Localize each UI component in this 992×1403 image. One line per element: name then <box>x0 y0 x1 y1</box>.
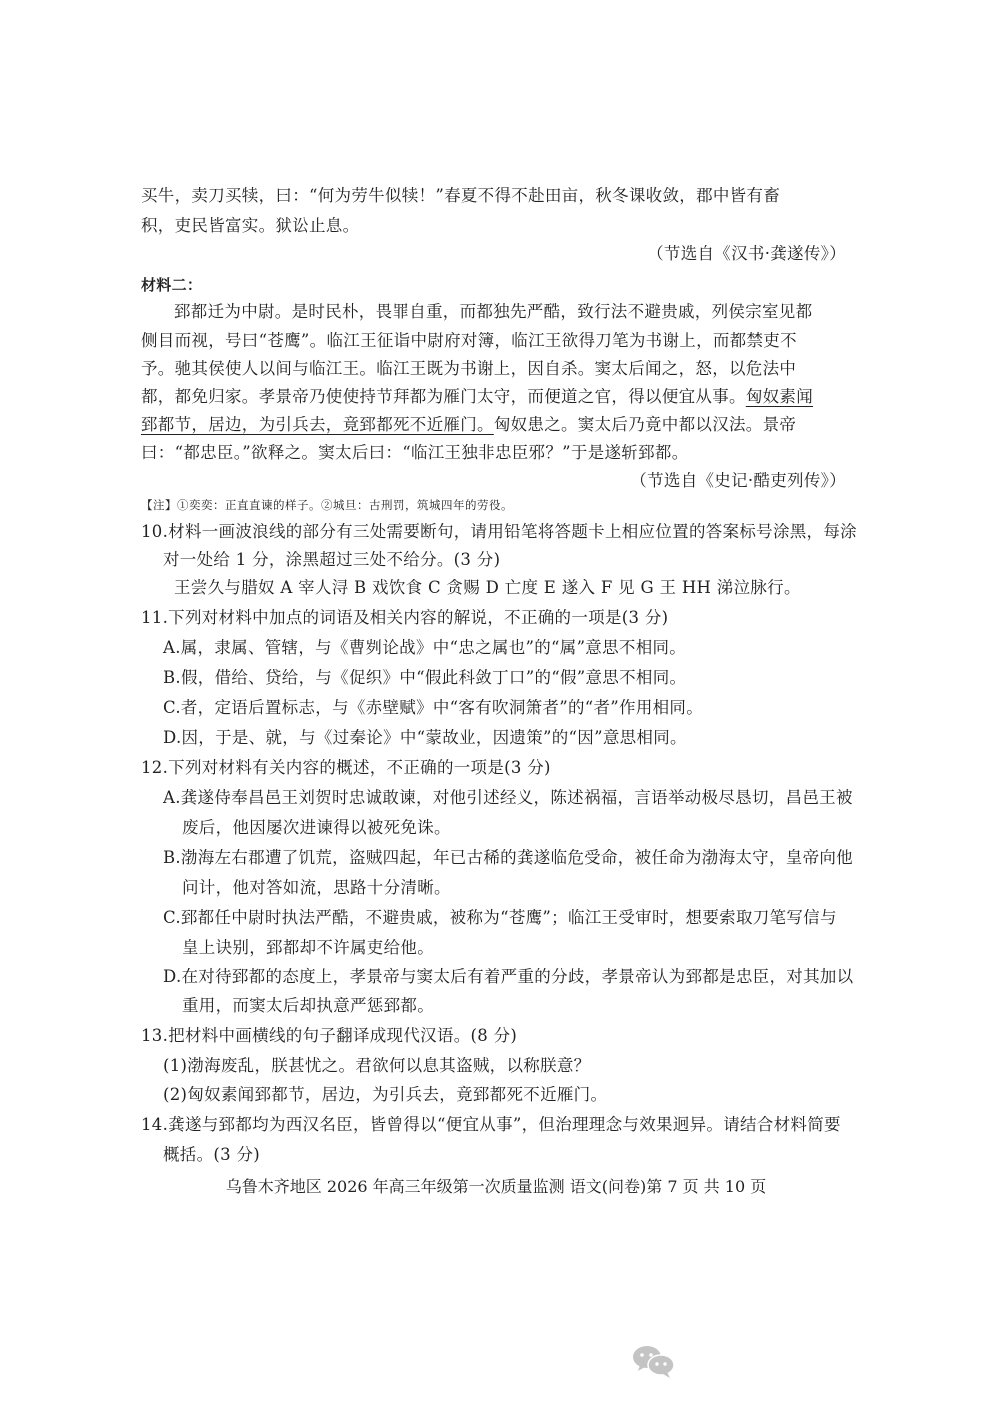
question-13-item-2: (2)匈奴素闻郅都节，居边，为引兵去，竟郅都死不近雁门。 <box>163 1085 608 1104</box>
question-10-stem-cont: 对一处给 1 分，涂黑超过三处不给分。(3 分) <box>163 550 501 569</box>
question-14-stem: 14.龚遂与郅都均为西汉名臣，皆曾得以“便宜从事”，但治理理念与效果迥异。请结合材料简要 <box>141 1115 841 1134</box>
question-11-option-c: C.者，定语后置标志，与《赤壁赋》中“客有吹洞箫者”的“者”作用相同。 <box>163 698 704 717</box>
question-10-passage: 王尝久与腊奴 A 宰人浔 B 戏饮食 C 贪赐 D 亡度 E 遂入 F 见 G 王 HH 涕泣脉行。 <box>174 578 801 597</box>
question-14-stem-cont: 概括。(3 分) <box>163 1145 261 1164</box>
question-13-stem: 13.把材料中画横线的句子翻译成现代汉语。(8 分) <box>141 1026 518 1045</box>
material2-line: 曰：“都忠臣。”欲释之。窦太后曰：“临江王独非忠臣邪？”于是遂斩郅都。 <box>141 443 689 462</box>
page-footer: 乌鲁木齐地区 2026 年高三年级第一次质量监测 语文(问卷)第 7 页 共 10 页 <box>225 1177 767 1196</box>
wechat-icon <box>632 1343 676 1379</box>
material2-line: 侧目而视，号曰“苍鹰”。临江王征诣中尉府对簿，临江王欲得刀笔为书谢上，而都禁吏不 <box>141 331 797 350</box>
question-12-option-d: D.在对待郅都的态度上，孝景帝与窦太后有着严重的分歧，孝景帝认为郅都是忠臣，对其加以 <box>163 967 854 986</box>
question-12-stem: 12.下列对材料有关内容的概述，不正确的一项是(3 分) <box>141 758 551 777</box>
material2-line: 予。驰其侯使人以间与临江王。临江王既为书谢上，因自杀。窦太后闻之，怒，以危法中 <box>141 359 797 378</box>
question-12-option-b-cont: 问计，他对答如流，思路十分清晰。 <box>182 878 451 897</box>
question-12-option-a-cont: 废后，他因屡次进谏得以被死免诛。 <box>182 818 451 837</box>
question-12-option-d-cont: 重用，而窦太后却执意严惩郅都。 <box>182 996 434 1015</box>
material1-line: 积，吏民皆富实。狱讼止息。 <box>141 216 360 235</box>
question-13-item-1: (1)渤海废乱，朕甚忧之。君欲何以息其盗贼，以称朕意？ <box>163 1056 591 1075</box>
material1-source: （节选自《汉书·龚遂传》） <box>647 244 846 263</box>
material2-line <box>141 410 851 440</box>
question-12-option-c: C.郅都任中尉时执法严酷，不避贵戚，被称为“苍鹰”；临江王受审时，想要索取刀笔写信与 <box>163 908 837 927</box>
question-11-option-d: D.因，于是、就，与《过秦论》中“蒙故业，因遗策”的“因”意思相同。 <box>163 728 687 747</box>
question-10-stem: 10.材料一画波浪线的部分有三处需要断句，请用铅笔将答题卡上相应位置的答案标号涂黑，每涂 <box>141 522 857 541</box>
material2-source: （节选自《史记·酷吏列传》） <box>630 471 846 490</box>
question-11-stem: 11.下列对材料中加点的词语及相关内容的解说，不正确的一项是(3 分) <box>141 608 669 627</box>
annotation-note: 【注】①奕奕：正直直谏的样子。②城旦：古刑罚，筑城四年的劳役。 <box>141 498 513 512</box>
material1-line: 买牛，卖刀买犊，曰：“何为劳牛似犊！”春夏不得不赴田亩，秋冬课收敛，郡中皆有畜 <box>141 186 781 205</box>
underlined-sentence: 郅都节，居边，为引兵去，竟郅都死不近雁门。 <box>141 415 494 434</box>
material2-heading: 材料二： <box>141 276 203 294</box>
material2-line <box>141 382 851 412</box>
material2-text: 匈奴患之。窦太后乃竟中都以汉法。景帝 <box>493 415 797 434</box>
underlined-sentence: 匈奴素闻 <box>745 387 814 406</box>
material2-line: 郅都迁为中尉。是时民朴，畏罪自重，而都独先严酷，致行法不避贵戚，列侯宗室见都 <box>174 302 813 321</box>
question-12-option-c-cont: 皇上诀别，郅都却不许属吏给他。 <box>182 938 434 957</box>
question-12-option-b: B.渤海左右郡遭了饥荒，盗贼四起，年已古稀的龚遂临危受命，被任命为渤海太守，皇帝向他 <box>163 848 853 867</box>
material2-text: 都，都免归家。孝景帝乃使使持节拜都为雁门太守，而便道之官，得以便宜从事。 <box>141 387 746 406</box>
question-11-option-b: B.假，借给、贷给，与《促织》中“假此科敛丁口”的“假”意思不相同。 <box>163 668 687 687</box>
question-12-option-a: A.龚遂侍奉昌邑王刘贺时忠诚敢谏，对他引述经义，陈述祸福，言语举动极尽恳切，昌邑王被 <box>163 788 853 807</box>
question-11-option-a: A.属，隶属、管辖，与《曹刿论战》中“忠之属也”的“属”意思不相同。 <box>163 638 687 657</box>
